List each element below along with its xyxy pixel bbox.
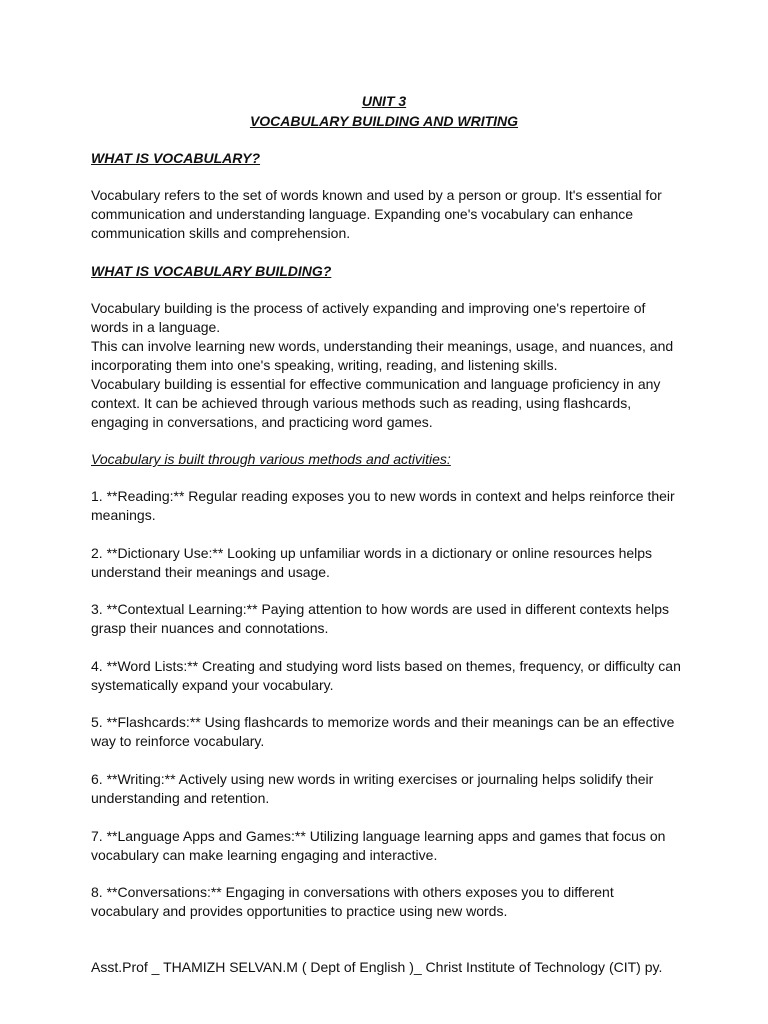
method-item: 6. **Writing:** Actively using new words in writing exercises or journaling helps solidify their understanding and retention.	[91, 771, 654, 806]
section-paragraph-vocabulary: Vocabulary refers to the set of words known and used by a person or group. It's essential for communication and understanding language. Expanding one's vocabulary can enhance communication skills and comprehension.	[91, 187, 662, 241]
method-item: 5. **Flashcards:** Using flashcards to memorize words and their meanings can be an effective way to reinforce vocabulary.	[91, 714, 675, 749]
method-item: 1. **Reading:** Regular reading exposes you to new words in context and helps reinforce their meanings.	[91, 488, 675, 523]
method-item: 7. **Language Apps and Games:** Utilizing language learning apps and games that focus on vocabulary can make learning engaging and interactive.	[91, 828, 666, 863]
methods-intro: Vocabulary is built through various methods and activities:	[91, 451, 451, 467]
method-item: 8. **Conversations:** Engaging in conversations with others exposes you to different vocabulary and provides opportunities to practice using new words.	[91, 884, 614, 919]
paragraph: Vocabulary building is essential for effective communication and language proficiency in any context. It can be achieved through various methods such as reading, using flashcards, engaging in conversations, and practicing word games.	[91, 376, 661, 430]
method-item: 2. **Dictionary Use:** Looking up unfamiliar words in a dictionary or online resources helps understand their meanings and usage.	[91, 545, 653, 580]
section-heading-vocabulary-building: WHAT IS VOCABULARY BUILDING?	[91, 263, 332, 279]
unit-label: UNIT 3	[361, 93, 407, 109]
section-heading-vocabulary: WHAT IS VOCABULARY?	[91, 150, 261, 166]
paragraph: Vocabulary building is the process of actively expanding and improving one's repertoire of words in a language.	[91, 300, 646, 335]
method-item: 3. **Contextual Learning:** Paying attention to how words are used in different contexts helps grasp their nuances and connotations.	[91, 601, 669, 636]
section-body-vocabulary-building	[91, 299, 681, 432]
method-item: 4. **Word Lists:** Creating and studying word lists based on themes, frequency, or difficulty can systematically expand your vocabulary.	[91, 658, 681, 693]
footer-credit: Asst.Prof _ THAMIZH SELVAN.M ( Dept of English )_ Christ Institute of Technology (CIT) py.	[91, 959, 663, 975]
paragraph: This can involve learning new words, understanding their meanings, usage, and nuances, and incorporating them into one's speaking, writing, reading, and listening skills.	[91, 338, 674, 373]
unit-title: VOCABULARY BUILDING AND WRITING	[249, 113, 519, 129]
